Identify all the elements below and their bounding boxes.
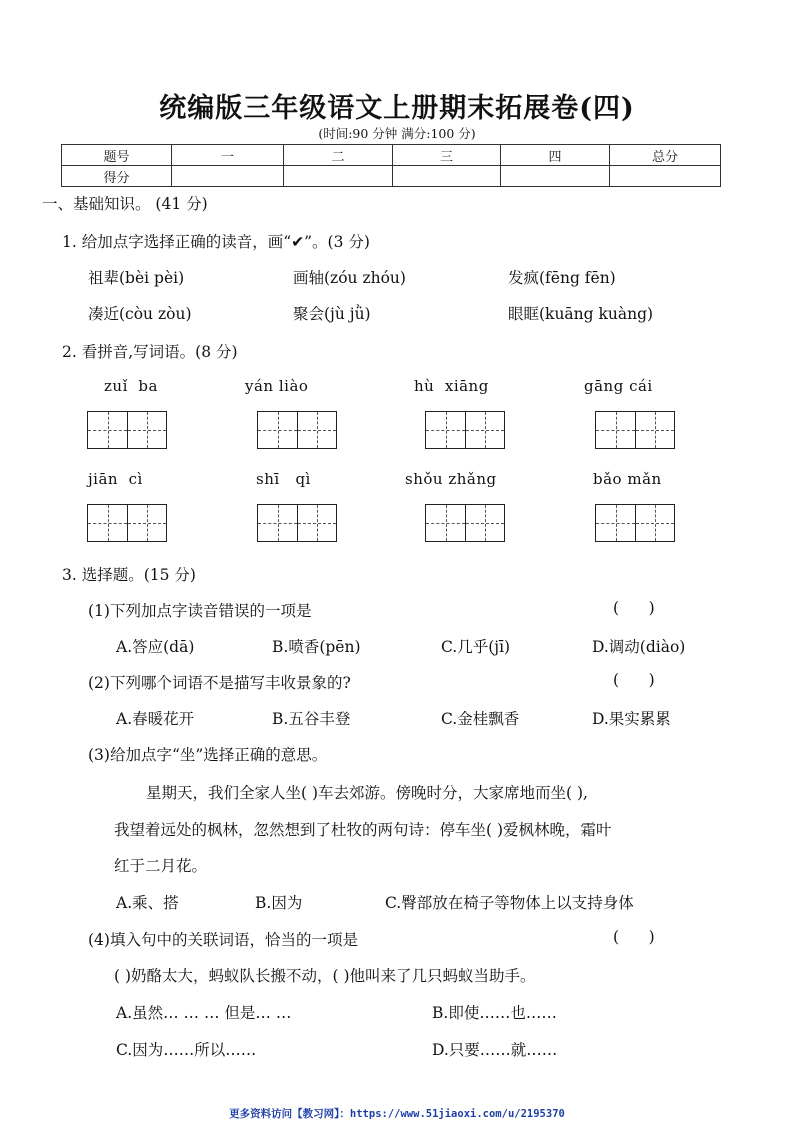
passage-line: 红于二月花。	[114, 857, 208, 875]
pinyin-label: gāng cái	[584, 377, 653, 395]
pinyin-label: yán liào	[245, 377, 309, 395]
score-table-header-row	[62, 145, 721, 166]
writing-grid[interactable]	[425, 504, 505, 542]
pinyin-label: hù xiāng	[414, 377, 489, 395]
exam-title: 统编版三年级语文上册期末拓展卷(四)	[159, 93, 635, 124]
score-input-cell[interactable]	[501, 166, 610, 187]
score-header-cell: 二	[284, 145, 393, 166]
score-header-cell: 一	[172, 145, 284, 166]
exam-subtitle: (时间:90 分钟 满分:100 分)	[318, 126, 476, 141]
score-input-cell[interactable]	[172, 166, 284, 187]
option-b[interactable]: B.即使……也……	[432, 1004, 557, 1022]
pronunciation-item[interactable]: 聚会(jù jǜ)	[293, 305, 371, 323]
answer-blank[interactable]: ( )	[613, 599, 655, 617]
writing-grid[interactable]	[257, 504, 337, 542]
pinyin-label: shǒu zhǎng	[405, 470, 497, 488]
score-input-cell[interactable]	[610, 166, 721, 187]
subquestion-2-stem: (2)下列哪个词语不是描写丰收景象的?	[88, 674, 351, 692]
writing-grid[interactable]	[595, 411, 675, 449]
writing-grid[interactable]	[87, 411, 167, 449]
passage-line: 星期天，我们全家人坐( )车去郊游。傍晚时分，大家席地而坐( ),	[146, 784, 588, 802]
subquestion-4-stem: (4)填入句中的关联词语，恰当的一项是	[88, 931, 358, 949]
pronunciation-item[interactable]: 凑近(còu zòu)	[88, 305, 192, 323]
option-b[interactable]: B.喷香(pēn)	[272, 638, 361, 656]
option-b[interactable]: B.因为	[255, 894, 303, 912]
fill-sentence: ( )奶酪太大，蚂蚁队长搬不动，( )他叫来了几只蚂蚁当助手。	[114, 967, 536, 985]
option-a[interactable]: A.虽然… … … 但是… …	[116, 1004, 292, 1022]
option-d[interactable]: D.调动(diào)	[592, 638, 686, 656]
option-a[interactable]: A.春暖花开	[116, 710, 195, 728]
writing-grid[interactable]	[257, 411, 337, 449]
pinyin-label: jiān cì	[88, 470, 143, 488]
score-header-cell: 总分	[610, 145, 721, 166]
answer-blank[interactable]: ( )	[613, 671, 655, 689]
pinyin-label: shī qì	[256, 470, 311, 488]
score-header-cell: 题号	[62, 145, 172, 166]
score-table	[61, 144, 721, 187]
option-a[interactable]: A.乘、搭	[116, 894, 179, 912]
writing-grid[interactable]	[87, 504, 167, 542]
section-heading: 一、基础知识。 (41 分)	[42, 195, 208, 213]
question-2-stem: 2. 看拼音,写词语。(8 分)	[62, 343, 238, 361]
score-table-score-row	[62, 166, 721, 187]
pronunciation-item[interactable]: 祖辈(bèi pèi)	[88, 269, 185, 287]
subquestion-3-stem: (3)给加点字“坐”选择正确的意思。	[88, 746, 328, 764]
score-row-label: 得分	[62, 166, 172, 187]
answer-blank[interactable]: ( )	[613, 928, 655, 946]
pronunciation-item[interactable]: 发疯(fēng fēn)	[508, 269, 616, 287]
score-header-cell: 四	[501, 145, 610, 166]
pronunciation-item[interactable]: 眼眶(kuāng kuàng)	[508, 305, 654, 323]
score-input-cell[interactable]	[393, 166, 501, 187]
option-c[interactable]: C.臀部放在椅子等物体上以支持身体	[385, 894, 634, 912]
option-d[interactable]: D.果实累累	[592, 710, 671, 728]
option-a[interactable]: A.答应(dā)	[116, 638, 195, 656]
score-header-cell: 三	[393, 145, 501, 166]
question-1-stem: 1. 给加点字选择正确的读音，画“✔”。(3 分)	[62, 233, 370, 251]
passage-line: 我望着远处的枫林，忽然想到了杜牧的两句诗：停车坐( )爱枫林晚，霜叶	[114, 821, 612, 839]
writing-grid[interactable]	[425, 411, 505, 449]
question-3-stem: 3. 选择题。(15 分)	[62, 566, 196, 584]
option-c[interactable]: C.因为……所以……	[116, 1041, 257, 1059]
pronunciation-item[interactable]: 画轴(zóu zhóu)	[293, 269, 406, 287]
option-d[interactable]: D.只要……就……	[432, 1041, 558, 1059]
score-input-cell[interactable]	[284, 166, 393, 187]
pinyin-label: bǎo mǎn	[593, 470, 662, 488]
pinyin-label: zuǐ ba	[104, 377, 158, 395]
footer-link[interactable]: 更多资料访问【教习网】：https://www.51jiaoxi.com/u/2195370	[229, 1108, 565, 1120]
option-c[interactable]: C.金桂飘香	[441, 710, 520, 728]
writing-grid[interactable]	[595, 504, 675, 542]
option-c[interactable]: C.几乎(jī)	[441, 638, 511, 656]
option-b[interactable]: B.五谷丰登	[272, 710, 351, 728]
subquestion-1-stem: (1)下列加点字读音错误的一项是	[88, 602, 312, 620]
